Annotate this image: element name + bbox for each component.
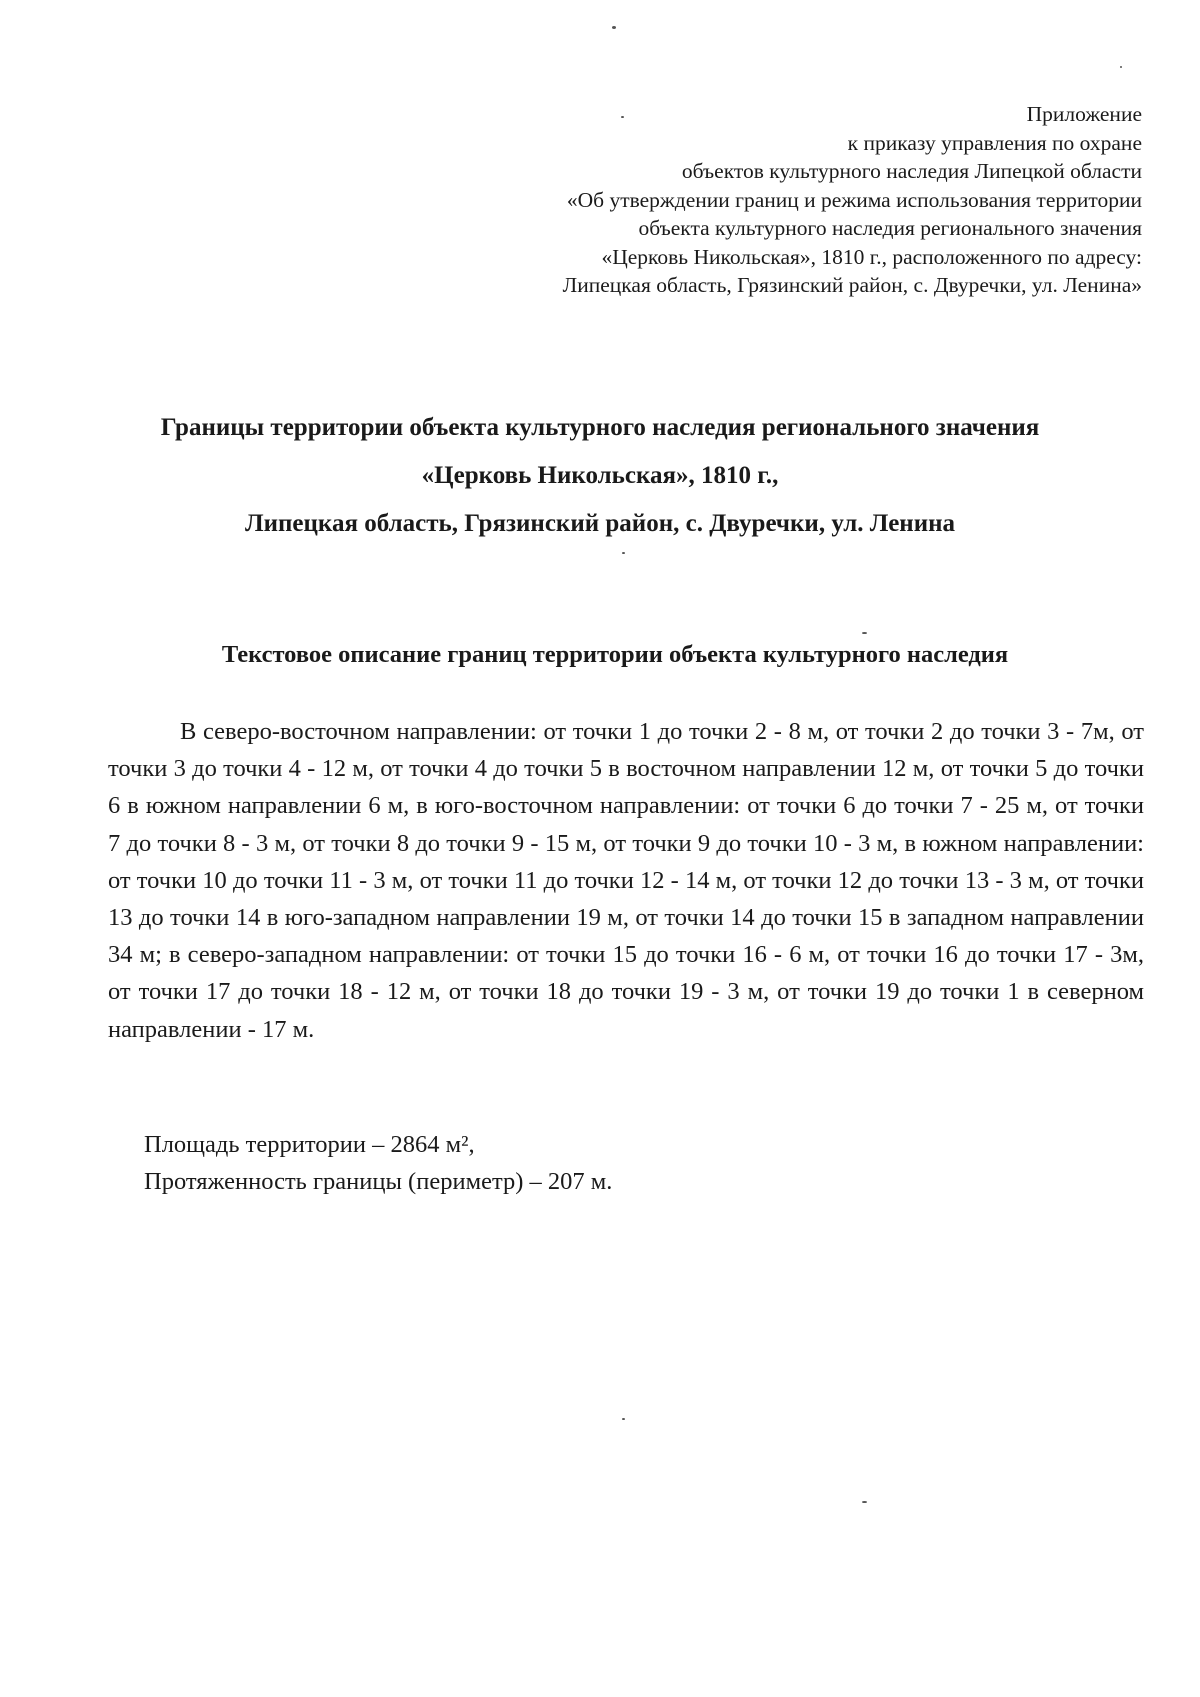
appendix-line: объектов культурного наследия Липецкой области [681,159,1142,183]
appendix-line: Липецкая область, Грязинский район, с. Двуречки, ул. Ленина» [562,273,1142,297]
boundary-description: В северо-восточном направлении: от точки 1 до точки 2 - 8 м, от точки 2 до точки 3 - 7м, от точки 3 до точки 4 - 12 м, от точки 4 до точки 5 в восточном направлении 12 м, от точки 5 до точки 6 в южном направлении 6 м, в юго-восточном направлении: от точки 6 до точки 7 - 25 м, от точки 7 до точки 8 - 3 м, от точки 8 до точки 9 - 15 м, от точки 9 до точки 10 - 3 м, в южном направлении: от точки 10 до точки 11 - 3 м, от точки 11 до точки 12 - 14 м, от точки 12 до точки 13 - 3 м, от точки 13 до точки 14 в юго-западном направлении 19 м, от точки 14 до точки 15 в западном направлении 34 м; в северо-западном направлении: от точки 15 до точки 16 - 6 м, от точки 16 до точки 17 - 3м, от точки 17 до точки 18 - 12 м, от точки 18 до точки 19 - 3 м, от точки 19 до точки 1 в северном направлении - 17 м. [108,718,1144,1043]
scan-speck [612,26,616,29]
scan-speck [621,116,624,118]
appendix-line: «Церковь Никольская», 1810 г., расположенного по адресу: [601,244,1142,269]
appendix-header [342,100,1142,300]
area-line: Площадь территории – 2864 м², [144,1131,475,1158]
appendix-line: Приложение [1026,102,1142,126]
scan-speck [622,1418,625,1420]
scan-speck [862,1501,867,1503]
title-line: Липецкая область, Грязинский район, с. Двуречки, ул. Ленина [244,510,956,537]
appendix-line: к приказу управления по охране [847,130,1142,155]
scan-speck [1120,66,1122,68]
summary-block [144,1126,612,1200]
section-heading: Текстовое описание границ территории объекта культурного наследия [221,641,1009,668]
document-title [60,404,1140,548]
appendix-line: «Об утверждении границ и режима использования территории [566,187,1142,212]
scan-speck [862,632,867,634]
title-line: «Церковь Никольская», 1810 г., [421,462,779,489]
title-line: Границы территории объекта культурного наследия регионального значения [160,414,1040,441]
scan-speck [622,552,625,554]
perimeter-line: Протяженность границы (периметр) – 207 м. [144,1168,613,1195]
appendix-line: объекта культурного наследия регионального значения [638,216,1142,240]
